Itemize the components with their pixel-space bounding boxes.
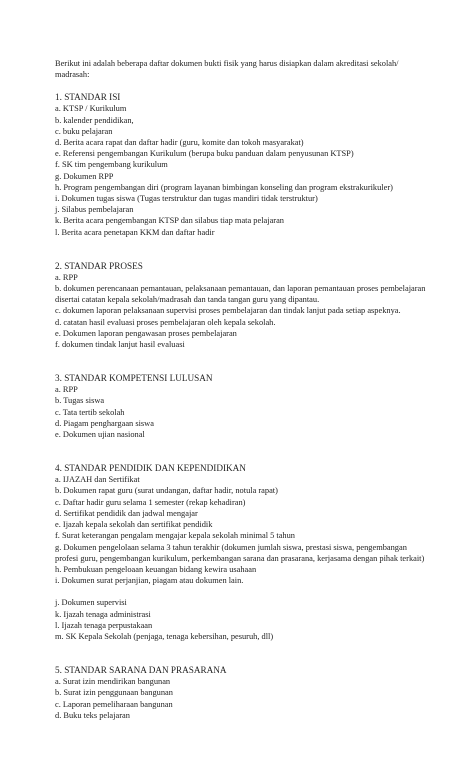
list-item: c. dokumen laporan pelaksanaan supervisi proses pembelajaran dan tindak lanjut pada setiap aspeknya. <box>55 306 401 316</box>
list-item: j. Dokumen supervisi <box>55 598 127 608</box>
list-item: b. kalender pendidikan, <box>55 115 134 125</box>
list-item: c. Daftar hadir guru selama 1 semester (rekap kehadiran) <box>55 497 246 507</box>
list-item: k. Berita acara pengembangan KTSP dan silabus tiap mata pelajaran <box>55 216 284 226</box>
list-item: e. Ijazah kepala sekolah dan sertifikat pendidik <box>55 520 213 530</box>
list-item: a. IJAZAH dan Sertifikat <box>55 475 140 485</box>
list-item: e. Dokumen laporan pengawasan proses pembelajaran <box>55 328 237 338</box>
list-item: h. Pembukuan pengeloaan keuangan bidang kewira usahaan <box>55 564 257 574</box>
list-item: c. Tata tertib sekolah <box>55 407 125 417</box>
section-heading: 4. STANDAR PENDIDIK DAN KEPENDIDIKAN <box>55 463 246 474</box>
section-standar-pendidik <box>55 462 427 642</box>
list-item: a. Surat izin mendirikan bangunan <box>55 677 171 687</box>
section-heading: 5. STANDAR SARANA DAN PRASARANA <box>55 665 227 676</box>
section-standar-sarana <box>55 664 427 721</box>
list-item: l. Berita acara penetapan KKM dan daftar hadir <box>55 227 215 237</box>
list-item: d. Buku teks pelajaran <box>55 710 130 720</box>
list-item: i. Dokumen surat perjanjian, piagam atau dokumen lain. <box>55 576 244 586</box>
section-standar-proses <box>55 260 427 350</box>
list-item: f. SK tim pengembang kurikulum <box>55 160 168 170</box>
section-heading: 1. STANDAR ISI <box>55 92 121 103</box>
list-item: f. dokumen tindak lanjut hasil evaluasi <box>55 340 185 350</box>
list-item: a. RPP <box>55 272 78 282</box>
list-item: a. KTSP / Kurikulum <box>55 104 127 114</box>
list-item: k. Ijazah tenaga administrasi <box>55 609 151 619</box>
section-heading: 2. STANDAR PROSES <box>55 260 143 271</box>
list-item: b. dokumen perencanaan pemantauan, pelaksanaan pemantauan, dan laporan pemantauan proses pembelajaran disertai catatan kepala sekolah/madrasah dan tanda tangan guru yang dipantau. <box>55 284 426 305</box>
list-item: d. Piagam penghargaan siswa <box>55 418 154 428</box>
list-item: e. Referensi pengembangan Kurikulum (berupa buku panduan dalam penyusunan KTSP) <box>55 149 354 159</box>
document-page <box>55 58 427 743</box>
list-item: b. Tugas siswa <box>55 396 105 406</box>
list-item: i. Dokumen tugas siswa (Tugas terstruktur dan tugas mandiri tidak terstruktur) <box>55 194 318 204</box>
section-standar-isi <box>55 91 427 237</box>
list-item: c. buku pelajaran <box>55 126 113 136</box>
list-item: a. RPP <box>55 385 78 395</box>
intro-paragraph: Berikut ini adalah beberapa daftar dokumen bukti fisik yang harus disiapkan dalam akreditasi sekolah/ madrasah: <box>55 59 399 80</box>
list-item: g. Dokumen pengelolaan selama 3 tahun terakhir (dokumen jumlah siswa, prestasi siswa, pengembangan profesi guru, pengembangan kurikulum, perkembangan sarana dan prasarana, kerjasama dengan pihak terkait) <box>55 542 425 563</box>
list-item: d. catatan hasil evaluasi proses pembelajaran oleh kepala sekolah. <box>55 317 276 327</box>
list-item: g. Dokumen RPP <box>55 171 114 181</box>
list-item: d. Sertifikat pendidik dan jadwal mengajar <box>55 508 198 518</box>
list-item: b. Surat izin penggunaan bangunan <box>55 688 173 698</box>
list-item: h. Program pengembangan diri (program layanan bimbingan konseling dan program ekstrakurikuler) <box>55 182 393 192</box>
spacer <box>55 586 427 597</box>
list-item: m. SK Kepala Sekolah (penjaga, tenaga kebersihan, pesuruh, dll) <box>55 631 274 641</box>
section-standar-kompetensi-lulusan <box>55 372 427 440</box>
list-item: l. Ijazah tenaga perpustakaan <box>55 620 153 630</box>
list-item: c. Laporan pemeliharaan bangunan <box>55 699 173 709</box>
list-item: e. Dokumen ujian nasional <box>55 430 145 440</box>
list-item: j. Silabus pembelajaran <box>55 205 134 215</box>
list-item: d. Berita acara rapat dan daftar hadir (guru, komite dan tokoh masyarakat) <box>55 138 304 148</box>
list-item: f. Surat keterangan pengalam mengajar kepala sekolah minimal 5 tahun <box>55 531 295 541</box>
section-heading: 3. STANDAR KOMPETENSI LULUSAN <box>55 373 213 384</box>
list-item: b. Dokumen rapat guru (surat undangan, daftar hadir, notula rapat) <box>55 486 278 496</box>
